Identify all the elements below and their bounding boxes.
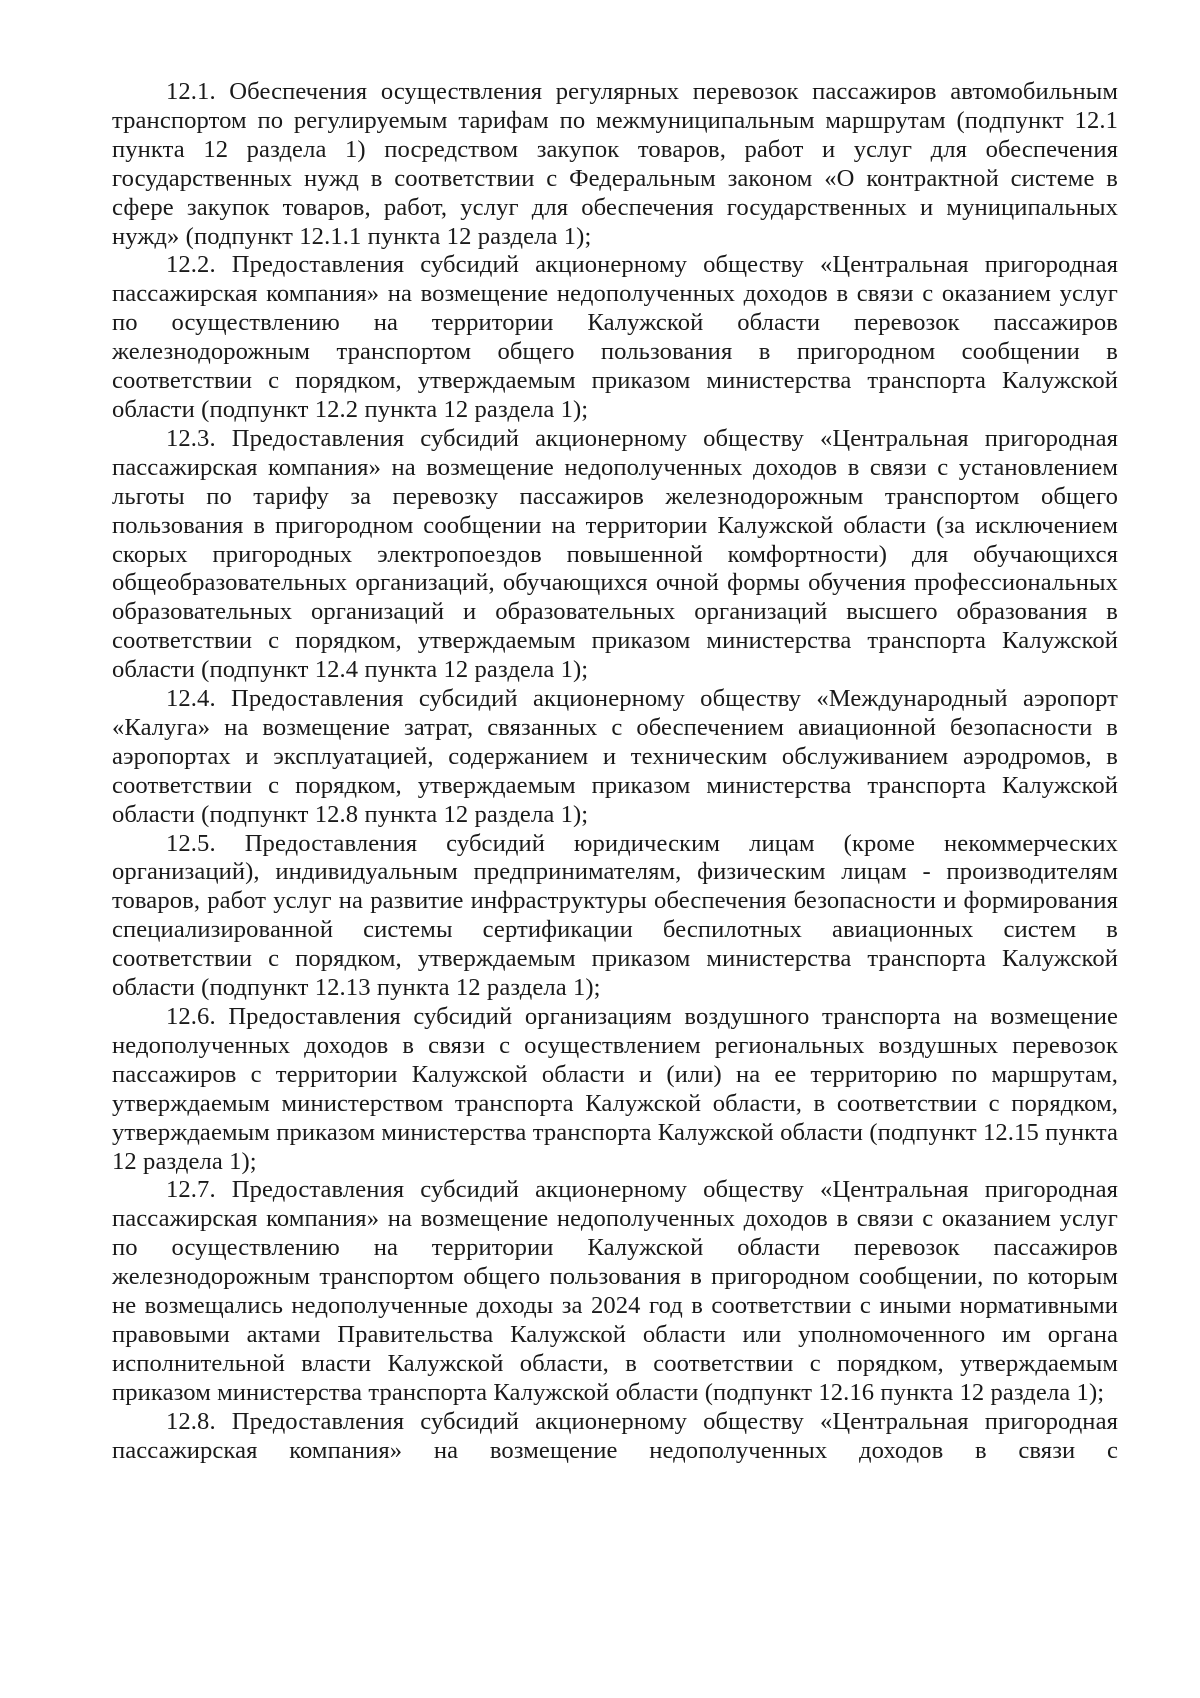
document-page <box>112 78 1118 1466</box>
paragraph-12-5: 12.5. Предоставления субсидий юридическим лицам (кроме некоммерческих организаций), индивидуальным предпринимателям, физическим лицам - производителям товаров, работ услуг на развитие инфраструктуры обеспечения безопасности и формирования специализированной системы сертификации беспилотных авиационных систем в соответствии с порядком, утверждаемым приказом министерства транспорта Калужской области (подпункт 12.13 пункта 12 раздела 1); <box>112 829 1118 1002</box>
paragraph-12-1: 12.1. Обеспечения осуществления регулярных перевозок пассажиров автомобильным транспортом по регулируемым тарифам по межмуниципальным маршрутам (подпункт 12.1 пункта 12 раздела 1) посредством закупок товаров, работ и услуг для обеспечения государственных нужд в соответствии с Федеральным законом «О контрактной системе в сфере закупок товаров, работ, услуг для обеспечения государственных и муниципальных нужд» (подпункт 12.1.1 пункта 12 раздела 1); <box>112 78 1118 250</box>
paragraph-12-7: 12.7. Предоставления субсидий акционерному обществу «Центральная пригородная пассажирская компания» на возмещение недополученных доходов в связи с оказанием услуг по осуществлению на территории Калужской области перевозок пассажиров железнодорожным транспортом общего пользования в пригородном сообщении, по которым не возмещались недополученные доходы за 2024 год в соответствии с иными нормативными правовыми актами Правительства Калужской области или уполномоченного им органа исполнительной власти Калужской области, в соответствии с порядком, утверждаемым приказом министерства транспорта Калужской области (подпункт 12.16 пункта 12 раздела 1); <box>112 1176 1118 1406</box>
paragraph-12-8: 12.8. Предоставления субсидий акционерному обществу «Центральная пригородная пассажирская компания» на возмещение недополученных доходов в связи с <box>112 1407 1118 1464</box>
paragraph-12-4: 12.4. Предоставления субсидий акционерному обществу «Международный аэропорт «Калуга» на возмещение затрат, связанных с обеспечением авиационной безопасности в аэропортах и эксплуатацией, содержанием и техническим обслуживанием аэродромов, в соответствии с порядком, утверждаемым приказом министерства транспорта Калужской области (подпункт 12.8 пункта 12 раздела 1); <box>112 685 1118 828</box>
paragraph-12-6: 12.6. Предоставления субсидий организациям воздушного транспорта на возмещение недополученных доходов в связи с осуществлением региональных воздушных перевозок пассажиров с территории Калужской области и (или) на ее территорию по маршрутам, утверждаемым министерством транспорта Калужской области, в соответствии с порядком, утверждаемым приказом министерства транспорта Калужской области (подпункт 12.15 пункта 12 раздела 1); <box>112 1003 1118 1175</box>
paragraph-12-2: 12.2. Предоставления субсидий акционерному обществу «Центральная пригородная пассажирская компания» на возмещение недополученных доходов в связи с оказанием услуг по осуществлению на территории Калужской области перевозок пассажиров железнодорожным транспортом общего пользования в пригородном сообщении в соответствии с порядком, утверждаемым приказом министерства транспорта Калужской области (подпункт 12.2 пункта 12 раздела 1); <box>112 251 1118 423</box>
paragraph-12-3: 12.3. Предоставления субсидий акционерному обществу «Центральная пригородная пассажирская компания» на возмещение недополученных доходов в связи с установлением льготы по тарифу за перевозку пассажиров железнодорожным транспортом общего пользования в пригородном сообщении на территории Калужской области (за исключением скорых пригородных электропоездов повышенной комфортности) для обучающихся общеобразовательных организаций, обучающихся очной формы обучения профессиональных образовательных организаций и образовательных организаций высшего образования в соответствии с порядком, утверждаемым приказом министерства транспорта Калужской области (подпункт 12.4 пункта 12 раздела 1); <box>112 424 1118 684</box>
